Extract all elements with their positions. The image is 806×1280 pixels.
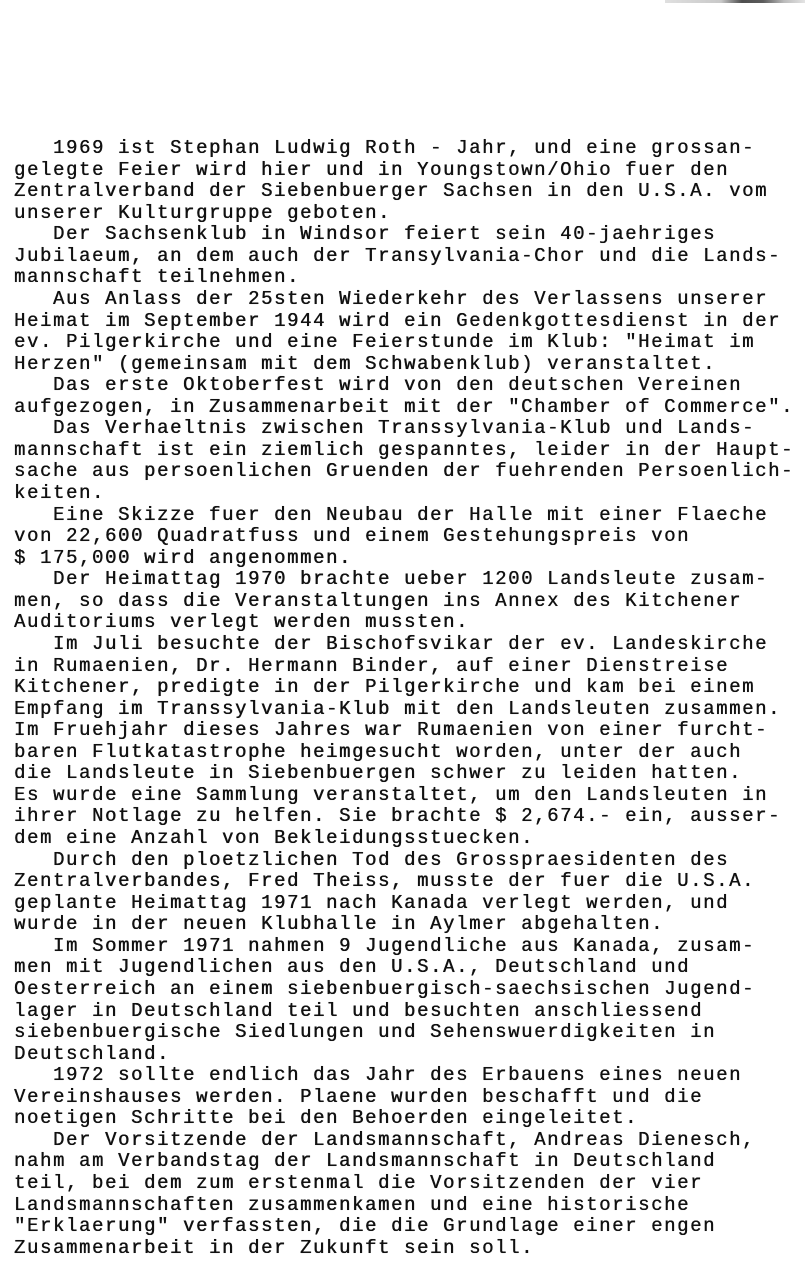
text-line: mannschaft ist ein ziemlich gespanntes, leider in der Haupt- bbox=[14, 438, 795, 461]
text-line: wurde in der neuen Klubhalle in Aylmer abgehalten. bbox=[14, 913, 665, 936]
text-line: Im Juli besuchte der Bischofsvikar der ev. Landeskirche bbox=[14, 632, 769, 655]
text-line: Der Vorsitzende der Landsmannschaft, Andreas Dienesch, bbox=[14, 1128, 756, 1151]
text-line: nahm am Verbandstag der Landsmannschaft in Deutschland bbox=[14, 1150, 717, 1173]
text-line: siebenbuergische Siedlungen und Sehenswuerdigkeiten in bbox=[14, 1021, 717, 1044]
text-line: 1969 ist Stephan Ludwig Roth - Jahr, und eine grossan- bbox=[14, 137, 756, 159]
text-line: teil, bei dem zum erstenmal die Vorsitzenden der vier bbox=[14, 1172, 704, 1194]
text-line: unserer Kulturgruppe geboten. bbox=[14, 201, 392, 224]
text-line: Kitchener, predigte in der Pilgerkirche und kam bei einem bbox=[14, 676, 756, 699]
text-line: Landsmannschaften zusammenkamen und eine historische bbox=[14, 1193, 691, 1216]
text-line: ev. Pilgerkirche und eine Feierstunde im Klub: "Heimat im bbox=[14, 331, 756, 354]
text-line: $ 175,000 wird angenommen. bbox=[14, 546, 353, 569]
text-line: Zusammenarbeit in der Zukunft sein soll. bbox=[14, 1236, 535, 1259]
text-line: Zentralverband der Siebenbuerger Sachsen in den U.S.A. vom bbox=[14, 180, 769, 203]
text-line: Oesterreich an einem siebenbuergisch-saechsischen Jugend- bbox=[14, 977, 756, 1000]
text-line: mannschaft teilnehmen. bbox=[14, 266, 301, 289]
text-line: die Landsleute in Siebenbuergen schwer zu leiden hatten. bbox=[14, 762, 743, 785]
text-line: dem eine Anzahl von Bekleidungsstuecken. bbox=[14, 827, 535, 849]
text-line: "Erklaerung" verfassten, die die Grundlage einer engen bbox=[14, 1215, 717, 1238]
text-line: Das Verhaeltnis zwischen Transsylvania-Klub und Lands- bbox=[14, 417, 756, 440]
text-line: gelegte Feier wird hier und in Youngstown/Ohio fuer den bbox=[14, 158, 730, 181]
text-line: Im Fruehjahr dieses Jahres war Rumaenien von einer furcht- bbox=[14, 719, 769, 742]
text-line: 1972 sollte endlich das Jahr des Erbauens eines neuen bbox=[14, 1064, 743, 1087]
text-line: Eine Skizze fuer den Neubau der Halle mit einer Flaeche bbox=[14, 503, 769, 526]
text-line: Der Heimattag 1970 brachte ueber 1200 Landsleute zusam- bbox=[14, 568, 769, 591]
text-line: aufgezogen, in Zusammenarbeit mit der "Chamber of Commerce". bbox=[14, 395, 795, 418]
text-line: Deutschland. bbox=[14, 1042, 171, 1065]
text-line: lager in Deutschland teil und besuchten anschliessend bbox=[14, 999, 704, 1022]
text-line: Aus Anlass der 25sten Wiederkehr des Verlassens unserer bbox=[14, 287, 769, 310]
typewritten-page bbox=[14, 138, 806, 1259]
text-line: Herzen" (gemeinsam mit dem Schwabenklub) veranstaltet. bbox=[14, 352, 717, 375]
text-line: baren Flutkatastrophe heimgesucht worden, unter der auch bbox=[14, 740, 743, 763]
text-line: Das erste Oktoberfest wird von den deutschen Vereinen bbox=[14, 374, 743, 397]
text-line: in Rumaenien, Dr. Hermann Binder, auf einer Dienstreise bbox=[14, 654, 730, 677]
text-line: Zentralverbandes, Fred Theiss, musste der fuer die U.S.A. bbox=[14, 870, 756, 893]
scan-edge-artifact bbox=[665, 0, 805, 3]
text-line: ihrer Notlage zu helfen. Sie brachte $ 2,674.- ein, ausser- bbox=[14, 805, 782, 828]
text-line: sache aus persoenlichen Gruenden der fuehrenden Persoenlich- bbox=[14, 460, 795, 483]
text-line: men, so dass die Veranstaltungen ins Annex des Kitchener bbox=[14, 589, 743, 612]
text-line: Heimat im September 1944 wird ein Gedenkgottesdienst in der bbox=[14, 309, 782, 332]
text-line: Jubilaeum, an dem auch der Transylvania-Chor und die Lands- bbox=[14, 244, 782, 267]
text-line: keiten. bbox=[14, 482, 106, 504]
text-line: Auditoriums verlegt werden mussten. bbox=[14, 611, 470, 634]
text-line: Im Sommer 1971 nahmen 9 Jugendliche aus Kanada, zusam- bbox=[14, 934, 756, 957]
text-line: Vereinshauses werden. Plaene wurden beschafft und die bbox=[14, 1085, 704, 1108]
text-line: Empfang im Transsylvania-Klub mit den Landsleuten zusammen. bbox=[14, 697, 782, 720]
text-line: Der Sachsenklub in Windsor feiert sein 40-jaehriges bbox=[14, 223, 717, 246]
text-line: Es wurde eine Sammlung veranstaltet, um den Landsleuten in bbox=[14, 783, 769, 806]
text-line: von 22,600 Quadratfuss und einem Gestehungspreis von bbox=[14, 525, 691, 548]
text-line: geplante Heimattag 1971 nach Kanada verlegt werden, und bbox=[14, 891, 730, 914]
text-line: men mit Jugendlichen aus den U.S.A., Deutschland und bbox=[14, 956, 691, 979]
text-line: Durch den ploetzlichen Tod des Grosspraesidenten des bbox=[14, 848, 730, 871]
text-line: noetigen Schritte bei den Behoerden eingeleitet. bbox=[14, 1107, 639, 1130]
